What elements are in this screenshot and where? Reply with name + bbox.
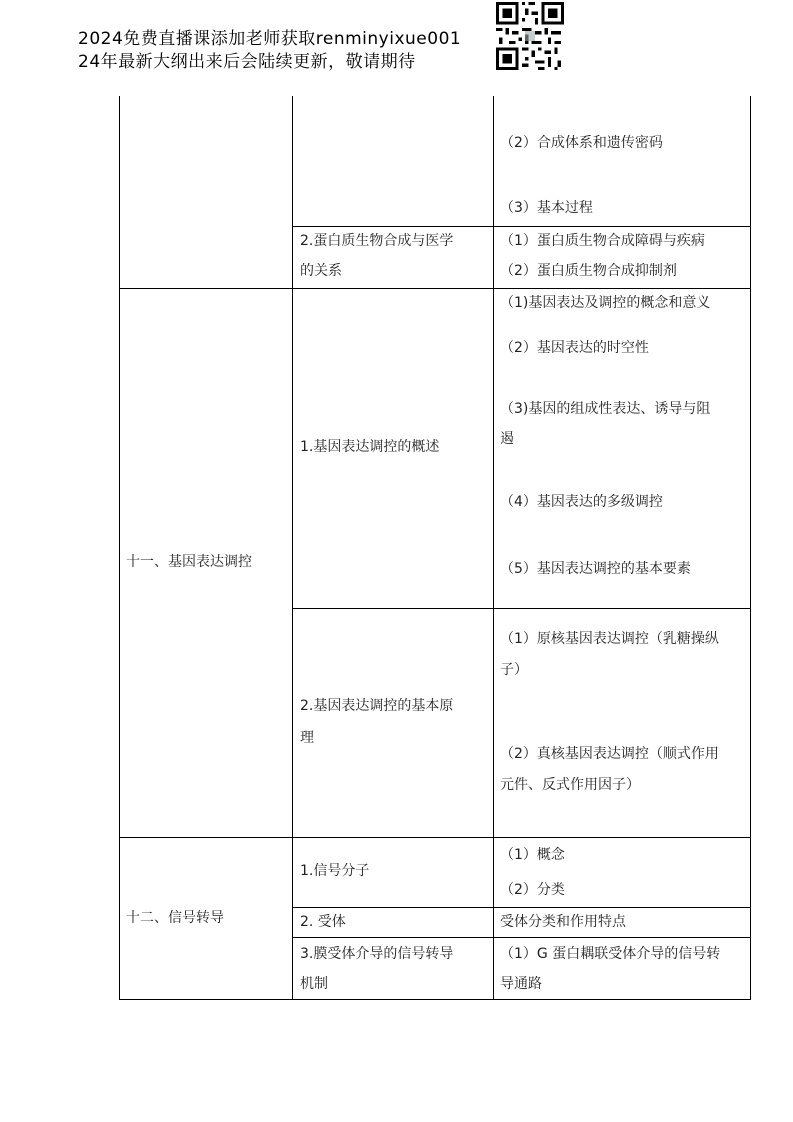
table-cell-point: （2）基因表达的时空性 — [500, 340, 649, 356]
table-divider — [292, 937, 751, 938]
table-cell-topic: 1.信号分子 — [300, 863, 370, 879]
table-cell-point: 元件、反式作用因子） — [500, 777, 640, 793]
table-cell-point: （5）基因表达调控的基本要素 — [500, 561, 691, 577]
table-border-col2 — [292, 96, 293, 1000]
table-cell-point: （2）真核基因表达调控（顺式作用 — [500, 746, 719, 762]
table-cell-point: （1）蛋白质生物合成障碍与疾病 — [500, 233, 705, 249]
table-cell-point: （1）G 蛋白耦联受体介导的信号转 — [500, 946, 721, 962]
table-cell-topic: 机制 — [300, 976, 328, 992]
table-border-left — [119, 96, 120, 1000]
table-cell-topic: 1.基因表达调控的概述 — [300, 439, 440, 455]
table-cell-topic: 理 — [300, 730, 314, 746]
table-cell-point: （2）合成体系和遗传密码 — [500, 135, 663, 151]
table-cell-point: （1）原核基因表达调控（乳糖操纵 — [500, 631, 719, 647]
table-cell-point: （2）蛋白质生物合成抑制剂 — [500, 263, 677, 279]
table-border-col3 — [493, 96, 494, 1000]
table-cell-topic: 3.膜受体介导的信号转导 — [300, 946, 454, 962]
table-divider — [119, 837, 751, 838]
section-title: 十二、信号转导 — [126, 910, 224, 926]
table-cell-topic: 2. 受体 — [300, 914, 346, 930]
table-cell-point: （1)基因表达及调控的概念和意义 — [500, 295, 711, 311]
table-cell-point: 子） — [500, 662, 528, 678]
table-cell-point: （4）基因表达的多级调控 — [500, 494, 663, 510]
table-cell-point: （2）分类 — [500, 882, 565, 898]
qr-code-icon — [496, 2, 564, 70]
table-divider — [292, 608, 751, 609]
table-cell-topic: 2.基因表达调控的基本原 — [300, 698, 454, 714]
table-border-bottom — [119, 999, 751, 1000]
table-cell-point: 遏 — [500, 431, 514, 447]
table-cell-point: （3)基因的组成性表达、诱导与阻 — [500, 401, 711, 417]
section-title: 十一、基因表达调控 — [126, 554, 252, 570]
table-cell-topic: 2.蛋白质生物合成与医学 — [300, 233, 454, 249]
table-cell-point: （3）基本过程 — [500, 200, 593, 216]
header-promo-line-1: 2024免费直播课添加老师获取renminyixue001 — [78, 29, 462, 49]
header-promo-line-2: 24年最新大纲出来后会陆续更新，敬请期待 — [78, 52, 416, 72]
table-cell-point: 受体分类和作用特点 — [500, 914, 626, 930]
table-cell-point: （1）概念 — [500, 847, 565, 863]
table-cell-point: 导通路 — [500, 976, 542, 992]
table-cell-topic: 的关系 — [300, 263, 342, 279]
table-border-right — [750, 96, 751, 1000]
